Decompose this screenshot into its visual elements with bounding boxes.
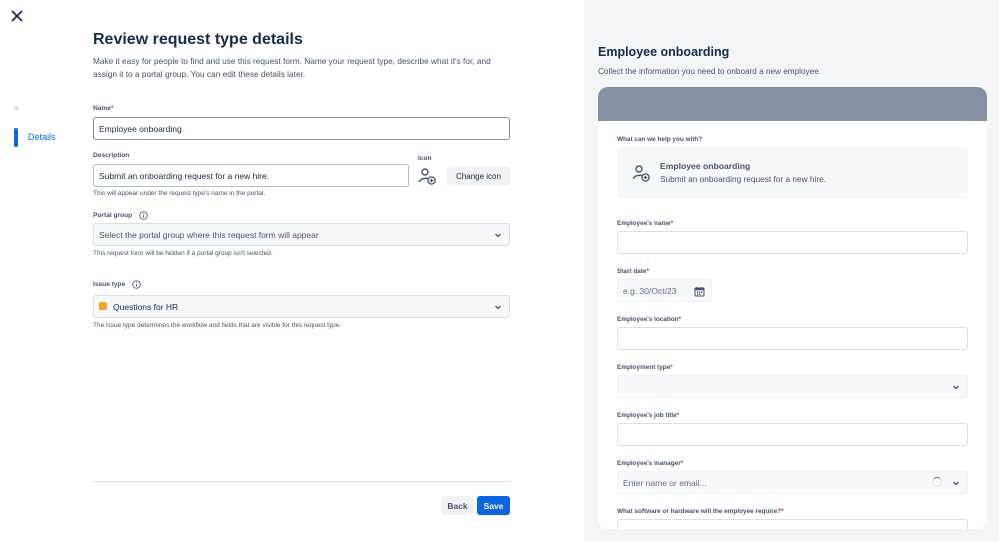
preview-start-date-input[interactable]: e.g. 30/Oct/23 <box>617 279 712 302</box>
preview-employment-type-select[interactable] <box>617 375 968 398</box>
name-input[interactable]: Employee onboarding <box>93 117 510 140</box>
preview-request-type-desc: Submit an onboarding request for a new hire. <box>660 174 827 184</box>
change-icon-button[interactable]: Change icon <box>447 167 510 185</box>
description-label: Description <box>93 152 130 159</box>
preview-subtitle: Collect the information you need to onboard a new employee. <box>598 67 822 76</box>
description-input[interactable]: Submit an onboarding request for a new hire. <box>93 164 409 187</box>
portal-group-help: This request form will be hidden if a portal group isn't selected. <box>93 250 273 257</box>
preview-request-type-name: Employee onboarding <box>660 161 751 171</box>
question-issue-type-icon <box>99 302 107 310</box>
chevron-down-icon <box>494 303 502 311</box>
stepper-active-indicator <box>14 128 18 147</box>
preview-employee-name-input[interactable] <box>617 231 968 254</box>
preview-request-type-card[interactable] <box>617 147 968 199</box>
name-label: Name* <box>93 105 114 112</box>
preview-employment-type-label: Employment type* <box>617 364 673 371</box>
portal-group-label: Portal group <box>93 212 133 219</box>
info-icon[interactable] <box>139 211 148 220</box>
loading-spinner-icon <box>932 477 942 487</box>
preview-location-input[interactable] <box>617 327 968 350</box>
preview-job-title-label: Employee's job title* <box>617 412 680 419</box>
preview-start-date-label: Start date* <box>617 268 649 275</box>
preview-hardware-label: What software or hardware will the employee require?* <box>617 508 784 515</box>
save-button[interactable]: Save <box>477 496 510 515</box>
chevron-down-icon <box>952 383 960 391</box>
info-icon[interactable] <box>132 280 141 289</box>
footer-divider <box>93 481 510 482</box>
preview-banner <box>598 87 987 123</box>
calendar-icon <box>694 286 705 297</box>
preview-question: What can we help you with? <box>617 136 703 143</box>
modal-intro: Make it easy for people to find and use this request form. Name your request type, describe what it's for, and assign it to a portal group. You can edit these details later. <box>93 56 491 79</box>
portal-group-select[interactable]: Select the portal group where this request form will appear <box>93 223 510 246</box>
preview-title: Employee onboarding <box>598 45 730 59</box>
person-add-icon <box>418 167 436 185</box>
chevron-down-icon <box>494 231 502 239</box>
issue-type-select[interactable]: Questions for HR <box>93 295 510 318</box>
modal-title: Review request type details <box>93 31 303 48</box>
chevron-down-icon <box>952 479 960 487</box>
person-add-icon <box>632 164 650 182</box>
preview-manager-label: Employee's manager* <box>617 460 684 467</box>
stepper-dot <box>14 106 19 111</box>
issue-type-help: The issue type determines the workflow and fields that are visible for this request type. <box>93 322 342 329</box>
stepper-step-details[interactable]: Details <box>28 132 56 142</box>
description-help: This will appear under the request type's name in the portal. <box>93 190 266 197</box>
back-button[interactable]: Back <box>441 496 474 515</box>
close-button[interactable] <box>9 8 25 24</box>
preview-manager-select[interactable]: Enter name or email... <box>617 471 968 494</box>
issue-type-label: Issue type <box>93 281 126 288</box>
close-icon <box>9 8 25 24</box>
preview-employee-name-label: Employee's name* <box>617 220 674 227</box>
preview-job-title-input[interactable] <box>617 423 968 446</box>
preview-hardware-input[interactable] <box>617 519 968 529</box>
preview-location-label: Employee's location* <box>617 316 682 323</box>
icon-label: Icon <box>418 155 432 162</box>
